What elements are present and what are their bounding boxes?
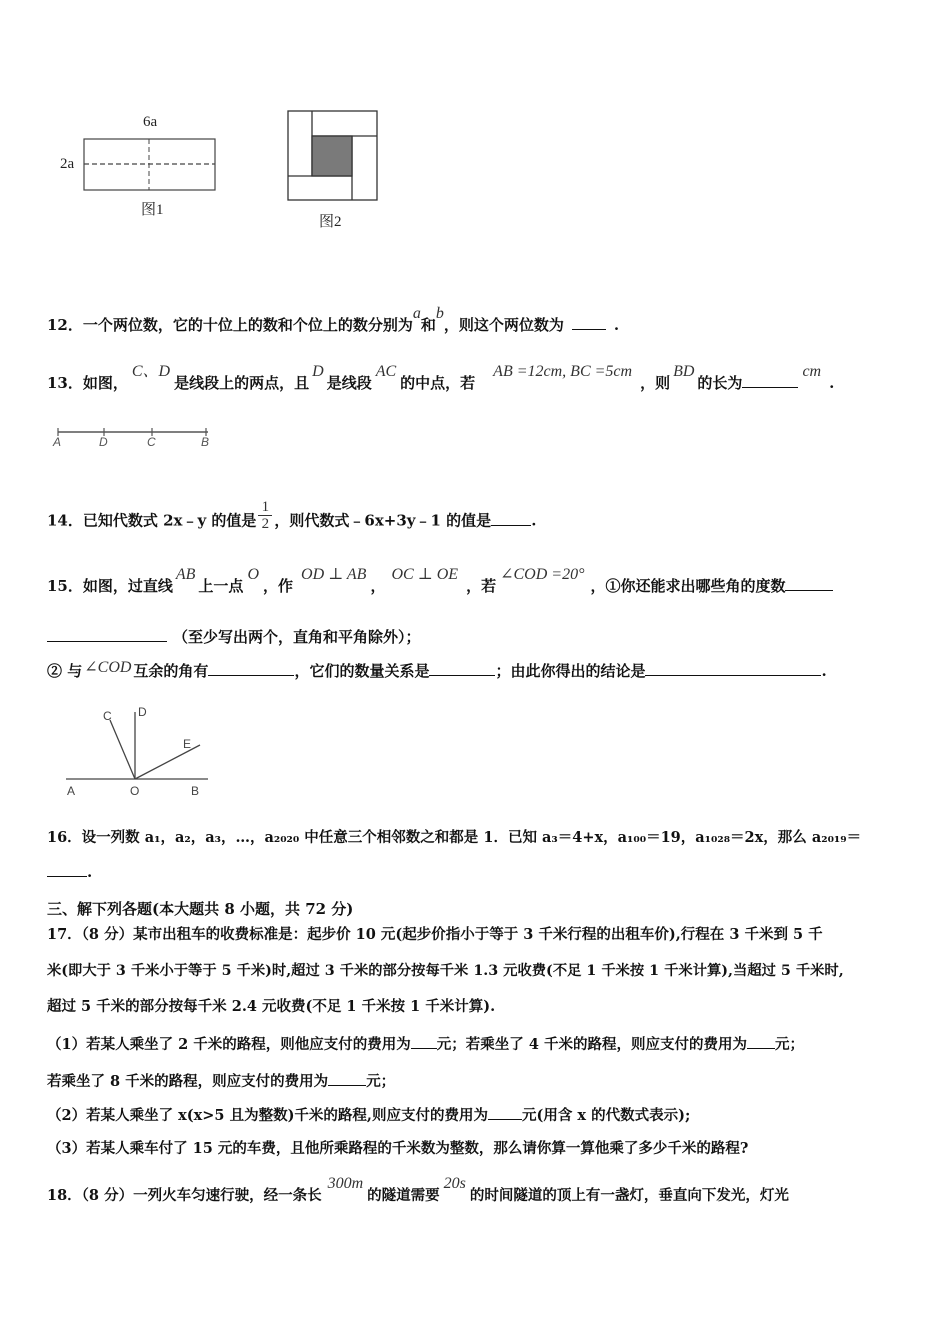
- q14-text: 14．已知代数式 2x﹣y 的值是: [47, 511, 257, 530]
- fig1-rectangle: [83, 138, 217, 192]
- q15-l3a: ② 与: [47, 662, 83, 680]
- q12-and: 和: [420, 316, 436, 334]
- q17-p2b: 元(用含 x 的代数式表示);: [521, 1107, 691, 1124]
- q17-line2: 米(即大于 3 千米小于等于 5 千米)时,超过 3 千米的部分按每千米 1.3 元收费(不足 1 千米按 1 千米计算),当超过 5 千米时,: [47, 963, 844, 979]
- question-17-line2: [47, 961, 844, 981]
- math-d: D: [312, 363, 324, 380]
- math-b: b: [435, 305, 444, 322]
- q17-p1b: 元；若乘坐了 4 千米的路程，则应支付的费用为: [436, 1036, 747, 1053]
- answer-blank[interactable]: [411, 1034, 437, 1049]
- label-a: A: [53, 435, 62, 449]
- label-o: O: [130, 784, 140, 798]
- math-cd: C、D: [131, 363, 171, 380]
- fig1-top-label: 6a: [143, 114, 158, 130]
- q17-line1: 17．（8 分）某市出租车的收费标准是：起步价 10 元(起步价指小于等于 3 千米行程的出租车价),行程在 3 千米到 5 千: [47, 926, 823, 943]
- q12-end: .: [613, 316, 620, 334]
- q15-text-4: ，①你还能求出哪些角的度数: [590, 577, 786, 595]
- question-17-part2: [47, 1105, 690, 1126]
- fraction-denominator: 2: [261, 516, 270, 532]
- fraction-numerator: 1: [258, 499, 272, 516]
- answer-blank[interactable]: [747, 1034, 775, 1049]
- q17-p1c: 元；: [774, 1036, 804, 1053]
- math-condition: AB =12cm, BC =5cm: [493, 363, 633, 380]
- math-ac: AC: [375, 363, 397, 380]
- answer-blank[interactable]: [328, 1071, 366, 1086]
- answer-blank[interactable]: [488, 1105, 522, 1120]
- q14-text-2: ，则代数式﹣6x+3y﹣1 的值是: [274, 511, 492, 530]
- label-e: E: [183, 737, 192, 751]
- fig2-caption: 图2: [319, 214, 342, 230]
- question-17-line1: [47, 925, 823, 945]
- q12-text: 12．一个两位数，它的十位上的数和个位上的数分别为: [47, 316, 413, 334]
- q15-line2-text: （至少写出两个，直角和平角除外）；: [173, 628, 421, 646]
- question-14: [47, 499, 537, 538]
- q16-text: 16．设一列数 a₁，a₂，a₃，…，a₂₀₂₀ 中任意三个相邻数之和都是 1．已知 a₃＝4+x，a₁₀₀＝19，a₁₀₂₈＝2x，那么 a₂₀₁₉＝: [47, 829, 862, 846]
- fig1-side-label: 2a: [60, 156, 75, 172]
- q17-line3: 超过 5 千米的部分按每千米 2.4 元收费(不足 1 千米按 1 千米计算).: [47, 998, 496, 1015]
- answer-blank[interactable]: [785, 576, 833, 591]
- q15-text-1: 上一点: [198, 577, 244, 595]
- question-16: [47, 828, 861, 848]
- q16-end: .: [87, 863, 93, 881]
- q15-comma: ，: [370, 577, 386, 595]
- q13-text-4: ，则: [640, 374, 671, 392]
- question-16-line2: [47, 862, 92, 882]
- answer-blank[interactable]: [47, 627, 167, 642]
- q15-l3d: ，它们的数量关系是: [294, 662, 430, 680]
- math-ab: AB: [175, 566, 196, 583]
- fig1-caption: 图1: [141, 202, 164, 218]
- question-15: [47, 566, 833, 597]
- question-17-part1b: [47, 1071, 395, 1092]
- fig2-square: [287, 110, 381, 204]
- q13-text-3: 的中点，若: [400, 374, 476, 392]
- math-oc-perp-oe: OC ⊥ OE: [391, 566, 459, 583]
- label-d: D: [138, 705, 147, 719]
- fraction-half: [258, 499, 272, 532]
- label-b: B: [191, 784, 200, 798]
- q18-text-1: 的隧道需要: [367, 1187, 440, 1204]
- label-a: A: [67, 784, 76, 798]
- figure-2: [285, 108, 385, 233]
- q18-text-2: 的时间隧道的顶上有一盏灯，垂直向下发光，灯光: [469, 1187, 789, 1204]
- label-d: D: [99, 435, 108, 449]
- q13-line-figure: [48, 426, 218, 452]
- question-13: [47, 363, 835, 394]
- q13-end: .: [829, 374, 835, 392]
- q15-text: 15．如图，过直线: [47, 577, 173, 595]
- q13-text: 13．如图，: [47, 374, 128, 392]
- math-unit: cm: [802, 363, 822, 380]
- question-17-part1: [47, 1034, 804, 1055]
- q12-text-2: ，则这个两位数为: [443, 316, 564, 334]
- label-c: C: [103, 709, 112, 723]
- answer-blank[interactable]: [491, 511, 531, 526]
- answer-blank[interactable]: [208, 661, 294, 676]
- q15-text-3: ，若: [466, 577, 497, 595]
- q15-l3c: 互余的角有: [133, 662, 209, 680]
- section-title: 三、解下列各题(本大题共 8 小题，共 72 分): [47, 900, 354, 918]
- answer-blank[interactable]: [429, 661, 495, 676]
- answer-blank[interactable]: [645, 661, 821, 676]
- question-17-part3: [47, 1139, 748, 1159]
- question-12: [47, 305, 620, 336]
- math-o: O: [247, 566, 259, 583]
- q18-text: 18．（8 分）一列火车匀速行驶，经一条长: [47, 1187, 322, 1204]
- question-17-line3: [47, 997, 495, 1017]
- q17-p1a: （1）若某人乘坐了 2 千米的路程，则他应支付的费用为: [47, 1036, 411, 1053]
- math-bd: BD: [673, 363, 695, 380]
- math-angle-cod: ∠COD =20°: [500, 566, 585, 583]
- q17-p1e: 元；: [366, 1073, 396, 1090]
- q15-text-2: ，作: [263, 577, 294, 595]
- q15-l3e: ；由此你得出的结论是: [495, 662, 646, 680]
- q15-l3f: .: [821, 662, 827, 680]
- question-15-line3: [47, 661, 827, 682]
- question-15-line2: [47, 627, 421, 647]
- question-18: [47, 1175, 789, 1206]
- math-length: 300m: [327, 1175, 364, 1192]
- section-3-title: [47, 899, 353, 919]
- math-time: 20s: [443, 1175, 466, 1192]
- math-od-perp-ab: OD ⊥ AB: [301, 566, 367, 583]
- q13-text-2: 是线段: [326, 374, 372, 392]
- q17-p2a: （2）若某人乘坐了 x(x>5 且为整数)千米的路程,则应支付的费用为: [47, 1107, 488, 1124]
- math-angle-cod-2: ∠COD: [84, 659, 132, 676]
- q15-angle-figure: [60, 700, 220, 800]
- answer-blank[interactable]: [742, 373, 798, 388]
- q17-p1d: 若乘坐了 8 千米的路程，则应支付的费用为: [47, 1073, 329, 1090]
- q14-end: .: [531, 511, 537, 530]
- figure-1: [55, 112, 235, 222]
- math-a: a: [412, 305, 421, 322]
- q13-text-1: 是线段上的两点，且: [174, 374, 310, 392]
- label-b: B: [201, 435, 210, 449]
- q17-p3: （3）若某人乘车付了 15 元的车费，且他所乘路程的千米数为整数，那么请你算一算他乘了多少千米的路程?: [47, 1140, 749, 1157]
- q13-text-5: 的长为: [697, 374, 743, 392]
- label-c: C: [147, 435, 156, 449]
- answer-blank[interactable]: [572, 315, 606, 330]
- answer-blank[interactable]: [47, 862, 87, 877]
